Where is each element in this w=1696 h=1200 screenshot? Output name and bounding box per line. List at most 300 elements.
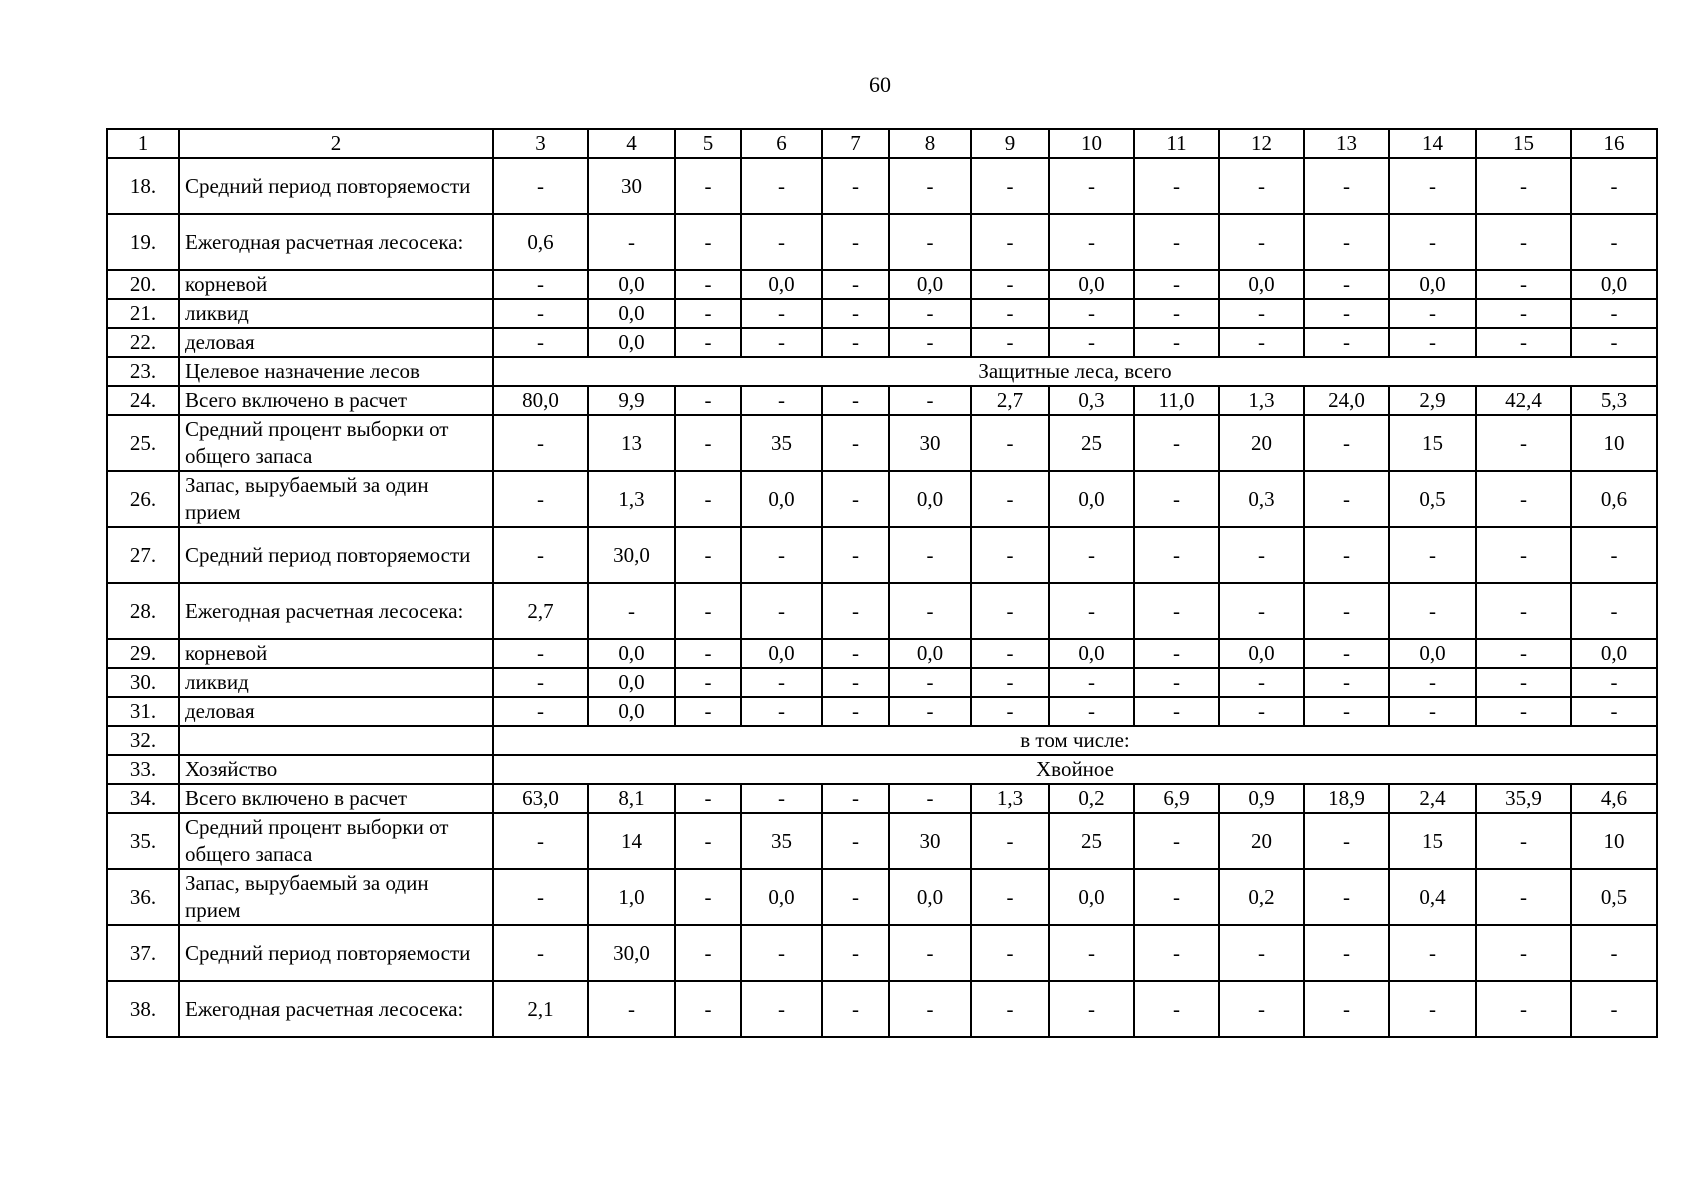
table-cell: -: [1134, 813, 1219, 869]
table-cell: -: [1389, 583, 1476, 639]
table-cell: -: [822, 639, 889, 668]
table-cell: -: [1134, 158, 1219, 214]
table-cell: -: [889, 214, 971, 270]
table-cell: -: [1049, 214, 1134, 270]
table-cell: -: [1304, 583, 1389, 639]
table-cell: -: [1134, 925, 1219, 981]
row-number: 29.: [107, 639, 179, 668]
table-cell: -: [493, 471, 588, 527]
table-cell: -: [1476, 527, 1571, 583]
column-header: 6: [741, 129, 822, 158]
table-cell: -: [1049, 697, 1134, 726]
table-cell: -: [971, 270, 1049, 299]
table-cell: -: [1134, 270, 1219, 299]
table-cell: -: [1304, 270, 1389, 299]
table-cell: -: [675, 415, 741, 471]
table-cell: -: [1476, 270, 1571, 299]
table-cell: -: [588, 583, 675, 639]
table-row: [107, 755, 1657, 784]
table-cell: 0,3: [1049, 386, 1134, 415]
table-cell: -: [675, 981, 741, 1037]
table-cell: -: [493, 925, 588, 981]
table-cell: 0,0: [1049, 639, 1134, 668]
table-cell: -: [675, 270, 741, 299]
table-cell: -: [1389, 981, 1476, 1037]
table-cell: -: [675, 214, 741, 270]
table-cell: 0,0: [741, 471, 822, 527]
table-cell: 42,4: [1476, 386, 1571, 415]
table-cell: -: [1219, 668, 1304, 697]
row-label: Всего включено в расчет: [179, 386, 493, 415]
row-label: Средний период повторяемости: [179, 158, 493, 214]
row-label: Целевое назначение лесов: [179, 357, 493, 386]
table-cell: -: [1134, 471, 1219, 527]
table-cell: -: [1389, 527, 1476, 583]
table-cell: 2,1: [493, 981, 588, 1037]
table-cell: 0,6: [493, 214, 588, 270]
table-cell: -: [889, 158, 971, 214]
column-header: 8: [889, 129, 971, 158]
table-cell: -: [1219, 925, 1304, 981]
table-cell: 30: [889, 415, 971, 471]
column-header: 1: [107, 129, 179, 158]
table-row: [107, 925, 1657, 981]
row-number: 33.: [107, 755, 179, 784]
table-cell: -: [971, 668, 1049, 697]
table-row: [107, 583, 1657, 639]
row-number: 24.: [107, 386, 179, 415]
table-cell: 2,4: [1389, 784, 1476, 813]
table-cell: -: [1134, 214, 1219, 270]
column-header: 5: [675, 129, 741, 158]
table-cell: 0,0: [889, 639, 971, 668]
table-cell: -: [1049, 981, 1134, 1037]
row-label: ликвид: [179, 299, 493, 328]
table-cell: -: [675, 639, 741, 668]
row-number: 35.: [107, 813, 179, 869]
table-cell: -: [1134, 668, 1219, 697]
table-cell: 0,2: [1219, 869, 1304, 925]
column-header: 15: [1476, 129, 1571, 158]
table-cell: -: [493, 328, 588, 357]
table-cell: 11,0: [1134, 386, 1219, 415]
table-cell: -: [1476, 328, 1571, 357]
table-cell: -: [493, 697, 588, 726]
table-cell: -: [1134, 415, 1219, 471]
table-cell: -: [675, 386, 741, 415]
row-number: 23.: [107, 357, 179, 386]
table-cell: -: [741, 784, 822, 813]
table-cell: -: [1049, 158, 1134, 214]
table-cell: 14: [588, 813, 675, 869]
table-cell: 0,0: [741, 639, 822, 668]
table-cell: -: [1304, 869, 1389, 925]
row-number: 18.: [107, 158, 179, 214]
row-label: Ежегодная расчетная лесосека:: [179, 981, 493, 1037]
row-label: ликвид: [179, 668, 493, 697]
column-header: 16: [1571, 129, 1657, 158]
table-cell: -: [1219, 583, 1304, 639]
table-cell: 35: [741, 813, 822, 869]
table-cell: -: [822, 299, 889, 328]
table-cell: -: [822, 415, 889, 471]
row-label: Запас, вырубаемый за один прием: [179, 471, 493, 527]
table-cell: -: [822, 527, 889, 583]
row-number: 31.: [107, 697, 179, 726]
table-row: [107, 158, 1657, 214]
table-cell: 0,0: [588, 697, 675, 726]
row-number: 22.: [107, 328, 179, 357]
table-cell: 0,0: [588, 639, 675, 668]
table-cell: 0,0: [1219, 639, 1304, 668]
table-cell: -: [741, 668, 822, 697]
table-cell: -: [1219, 527, 1304, 583]
table-cell: -: [1219, 158, 1304, 214]
table-cell: -: [1049, 583, 1134, 639]
table-cell: -: [1304, 158, 1389, 214]
table-cell: -: [822, 158, 889, 214]
table-cell: -: [493, 299, 588, 328]
table-cell: -: [741, 299, 822, 328]
table-cell: -: [889, 328, 971, 357]
table-cell: -: [1476, 299, 1571, 328]
table-cell: -: [971, 158, 1049, 214]
table-cell: 25: [1049, 415, 1134, 471]
row-label: деловая: [179, 328, 493, 357]
table-cell: -: [1304, 813, 1389, 869]
table-cell: -: [675, 668, 741, 697]
table-cell: -: [1571, 328, 1657, 357]
column-header: 12: [1219, 129, 1304, 158]
table-cell: -: [1049, 925, 1134, 981]
row-number: 19.: [107, 214, 179, 270]
table-cell: 15: [1389, 813, 1476, 869]
table-cell: 10: [1571, 415, 1657, 471]
row-label: Средний период повторяемости: [179, 925, 493, 981]
table-cell: -: [675, 527, 741, 583]
column-header: 11: [1134, 129, 1219, 158]
table-cell: -: [1571, 925, 1657, 981]
table-cell: 0,0: [1571, 639, 1657, 668]
row-label: [179, 726, 493, 755]
table-cell: -: [822, 328, 889, 357]
table-cell: -: [1219, 299, 1304, 328]
table-cell: -: [1571, 299, 1657, 328]
table-cell: 4,6: [1571, 784, 1657, 813]
table-cell: -: [971, 214, 1049, 270]
table-cell: 20: [1219, 415, 1304, 471]
table-cell: -: [493, 415, 588, 471]
table-cell: -: [889, 299, 971, 328]
table-cell: -: [1571, 583, 1657, 639]
table-cell: 30: [889, 813, 971, 869]
column-header: 10: [1049, 129, 1134, 158]
table-cell: -: [1304, 471, 1389, 527]
table-cell: -: [1389, 697, 1476, 726]
table-cell: 0,0: [588, 668, 675, 697]
table-cell: -: [1389, 328, 1476, 357]
table-cell: -: [675, 583, 741, 639]
table-cell: -: [493, 869, 588, 925]
table-row: [107, 328, 1657, 357]
table-cell: 0,0: [1219, 270, 1304, 299]
table-cell: -: [1476, 471, 1571, 527]
table-cell: 0,0: [889, 869, 971, 925]
table-cell: -: [1134, 981, 1219, 1037]
table-cell: -: [675, 813, 741, 869]
table-cell: -: [971, 813, 1049, 869]
table-cell: -: [588, 981, 675, 1037]
table-cell: 25: [1049, 813, 1134, 869]
table-row: [107, 357, 1657, 386]
table-cell: 0,5: [1389, 471, 1476, 527]
table-cell: 6,9: [1134, 784, 1219, 813]
table-cell: -: [1304, 328, 1389, 357]
table-cell: 0,0: [588, 299, 675, 328]
table-cell: -: [822, 813, 889, 869]
column-header: 9: [971, 129, 1049, 158]
table-cell: -: [1134, 299, 1219, 328]
table-cell: -: [889, 697, 971, 726]
table-cell: -: [971, 583, 1049, 639]
table-row: [107, 270, 1657, 299]
table-cell: -: [971, 869, 1049, 925]
row-number: 34.: [107, 784, 179, 813]
table-cell: -: [971, 328, 1049, 357]
table-cell: -: [741, 158, 822, 214]
table-cell: -: [1476, 981, 1571, 1037]
table-cell: 0,0: [1049, 869, 1134, 925]
table-cell: 9,9: [588, 386, 675, 415]
table-cell: 0,2: [1049, 784, 1134, 813]
table-cell: 0,0: [588, 328, 675, 357]
table-cell: -: [1049, 668, 1134, 697]
table-cell: -: [1304, 527, 1389, 583]
table-cell: -: [1304, 697, 1389, 726]
table-cell: -: [971, 981, 1049, 1037]
row-number: 27.: [107, 527, 179, 583]
table-cell: 63,0: [493, 784, 588, 813]
table-row: [107, 386, 1657, 415]
table-cell: 1,0: [588, 869, 675, 925]
table-cell: -: [675, 471, 741, 527]
table-cell: -: [1134, 869, 1219, 925]
table-cell: -: [1476, 813, 1571, 869]
row-label: деловая: [179, 697, 493, 726]
table-body: [107, 129, 1657, 1037]
table-cell: -: [493, 270, 588, 299]
table-cell: -: [1304, 668, 1389, 697]
table-row: [107, 697, 1657, 726]
table-row: [107, 981, 1657, 1037]
row-number: 21.: [107, 299, 179, 328]
row-label: Запас, вырубаемый за один прием: [179, 869, 493, 925]
table-cell: 8,1: [588, 784, 675, 813]
table-cell: -: [1304, 214, 1389, 270]
table-cell: 0,0: [889, 270, 971, 299]
table-cell: -: [1389, 299, 1476, 328]
table-cell: -: [971, 527, 1049, 583]
page-number: 60: [869, 72, 891, 97]
table-cell: -: [971, 925, 1049, 981]
table-cell: -: [822, 925, 889, 981]
table-cell: -: [1389, 158, 1476, 214]
table-cell: -: [675, 328, 741, 357]
table-cell: 0,4: [1389, 869, 1476, 925]
table-cell: 0,0: [588, 270, 675, 299]
row-number: 26.: [107, 471, 179, 527]
table-cell: -: [1134, 583, 1219, 639]
row-label: Средний период повторяемости: [179, 527, 493, 583]
section-label: в том числе:: [493, 726, 1657, 755]
table-cell: -: [889, 386, 971, 415]
table-cell: -: [741, 214, 822, 270]
table-cell: -: [889, 668, 971, 697]
table-cell: 0,6: [1571, 471, 1657, 527]
table-row: [107, 639, 1657, 668]
table-cell: -: [1476, 214, 1571, 270]
table-cell: 10: [1571, 813, 1657, 869]
table-cell: -: [1134, 639, 1219, 668]
header-row: [107, 129, 1657, 158]
table-cell: 1,3: [588, 471, 675, 527]
table-cell: 80,0: [493, 386, 588, 415]
table-cell: -: [971, 299, 1049, 328]
table-row: [107, 668, 1657, 697]
row-label: Всего включено в расчет: [179, 784, 493, 813]
row-number: 20.: [107, 270, 179, 299]
table-cell: -: [822, 869, 889, 925]
table-cell: -: [1049, 527, 1134, 583]
table-cell: 2,7: [971, 386, 1049, 415]
table-cell: -: [1389, 925, 1476, 981]
table-cell: -: [493, 158, 588, 214]
table-row: [107, 527, 1657, 583]
column-header: 13: [1304, 129, 1389, 158]
table-row: [107, 869, 1657, 925]
table-cell: -: [1571, 981, 1657, 1037]
row-label: корневой: [179, 639, 493, 668]
table-cell: -: [741, 925, 822, 981]
table-cell: 20: [1219, 813, 1304, 869]
table-row: [107, 299, 1657, 328]
table-cell: 0,0: [1389, 639, 1476, 668]
table-cell: 18,9: [1304, 784, 1389, 813]
column-header: 7: [822, 129, 889, 158]
table-cell: -: [1304, 415, 1389, 471]
row-label: Средний процент выборки от общего запаса: [179, 415, 493, 471]
table-cell: -: [675, 925, 741, 981]
row-label: Ежегодная расчетная лесосека:: [179, 583, 493, 639]
table-cell: -: [1571, 158, 1657, 214]
table-cell: 13: [588, 415, 675, 471]
table-cell: -: [971, 697, 1049, 726]
table-cell: -: [889, 981, 971, 1037]
table-cell: -: [1304, 639, 1389, 668]
table-cell: 0,0: [889, 471, 971, 527]
table-cell: -: [493, 639, 588, 668]
table-cell: -: [889, 527, 971, 583]
table-cell: -: [1304, 981, 1389, 1037]
table-cell: -: [822, 583, 889, 639]
table-cell: 2,9: [1389, 386, 1476, 415]
table-cell: -: [1304, 299, 1389, 328]
table-cell: -: [741, 527, 822, 583]
table-cell: -: [741, 697, 822, 726]
column-header: 3: [493, 129, 588, 158]
table-cell: 1,3: [1219, 386, 1304, 415]
table-cell: -: [1476, 639, 1571, 668]
table-cell: -: [1134, 527, 1219, 583]
table-cell: 0,9: [1219, 784, 1304, 813]
table-cell: 0,0: [1571, 270, 1657, 299]
row-number: 38.: [107, 981, 179, 1037]
table-cell: -: [1389, 668, 1476, 697]
table-cell: 35,9: [1476, 784, 1571, 813]
table-row: [107, 813, 1657, 869]
row-label: Средний процент выборки от общего запаса: [179, 813, 493, 869]
column-header: 2: [179, 129, 493, 158]
table-cell: -: [1476, 668, 1571, 697]
table-cell: -: [1571, 668, 1657, 697]
table-cell: -: [822, 386, 889, 415]
table-cell: 35: [741, 415, 822, 471]
table-cell: -: [493, 668, 588, 697]
table-cell: -: [1571, 527, 1657, 583]
table-cell: 24,0: [1304, 386, 1389, 415]
table-row: [107, 726, 1657, 755]
table-cell: -: [822, 471, 889, 527]
table-row: [107, 214, 1657, 270]
table-cell: -: [1476, 583, 1571, 639]
table-cell: 0,0: [741, 869, 822, 925]
table-cell: -: [1476, 415, 1571, 471]
row-number: 25.: [107, 415, 179, 471]
table-cell: -: [741, 583, 822, 639]
table-cell: 0,0: [1049, 270, 1134, 299]
table-cell: -: [493, 813, 588, 869]
table-cell: -: [1476, 697, 1571, 726]
row-number: 32.: [107, 726, 179, 755]
table-cell: -: [1571, 697, 1657, 726]
table-cell: -: [588, 214, 675, 270]
table-cell: -: [889, 583, 971, 639]
table-cell: -: [1304, 925, 1389, 981]
table-cell: 2,7: [493, 583, 588, 639]
table-cell: 30: [588, 158, 675, 214]
table-cell: 5,3: [1571, 386, 1657, 415]
table-cell: -: [971, 639, 1049, 668]
table-cell: -: [1049, 328, 1134, 357]
row-number: 30.: [107, 668, 179, 697]
column-header: 14: [1389, 129, 1476, 158]
table-cell: -: [889, 784, 971, 813]
table-cell: -: [1389, 214, 1476, 270]
table-cell: 1,3: [971, 784, 1049, 813]
table-cell: 0,5: [1571, 869, 1657, 925]
table-cell: -: [1476, 158, 1571, 214]
table-cell: -: [1049, 299, 1134, 328]
table-cell: -: [822, 270, 889, 299]
table-cell: -: [675, 869, 741, 925]
table-row: [107, 471, 1657, 527]
table-cell: 30,0: [588, 925, 675, 981]
table-cell: -: [1219, 981, 1304, 1037]
table-cell: -: [1476, 869, 1571, 925]
table-cell: -: [675, 697, 741, 726]
table-cell: -: [1219, 214, 1304, 270]
table-cell: -: [675, 299, 741, 328]
